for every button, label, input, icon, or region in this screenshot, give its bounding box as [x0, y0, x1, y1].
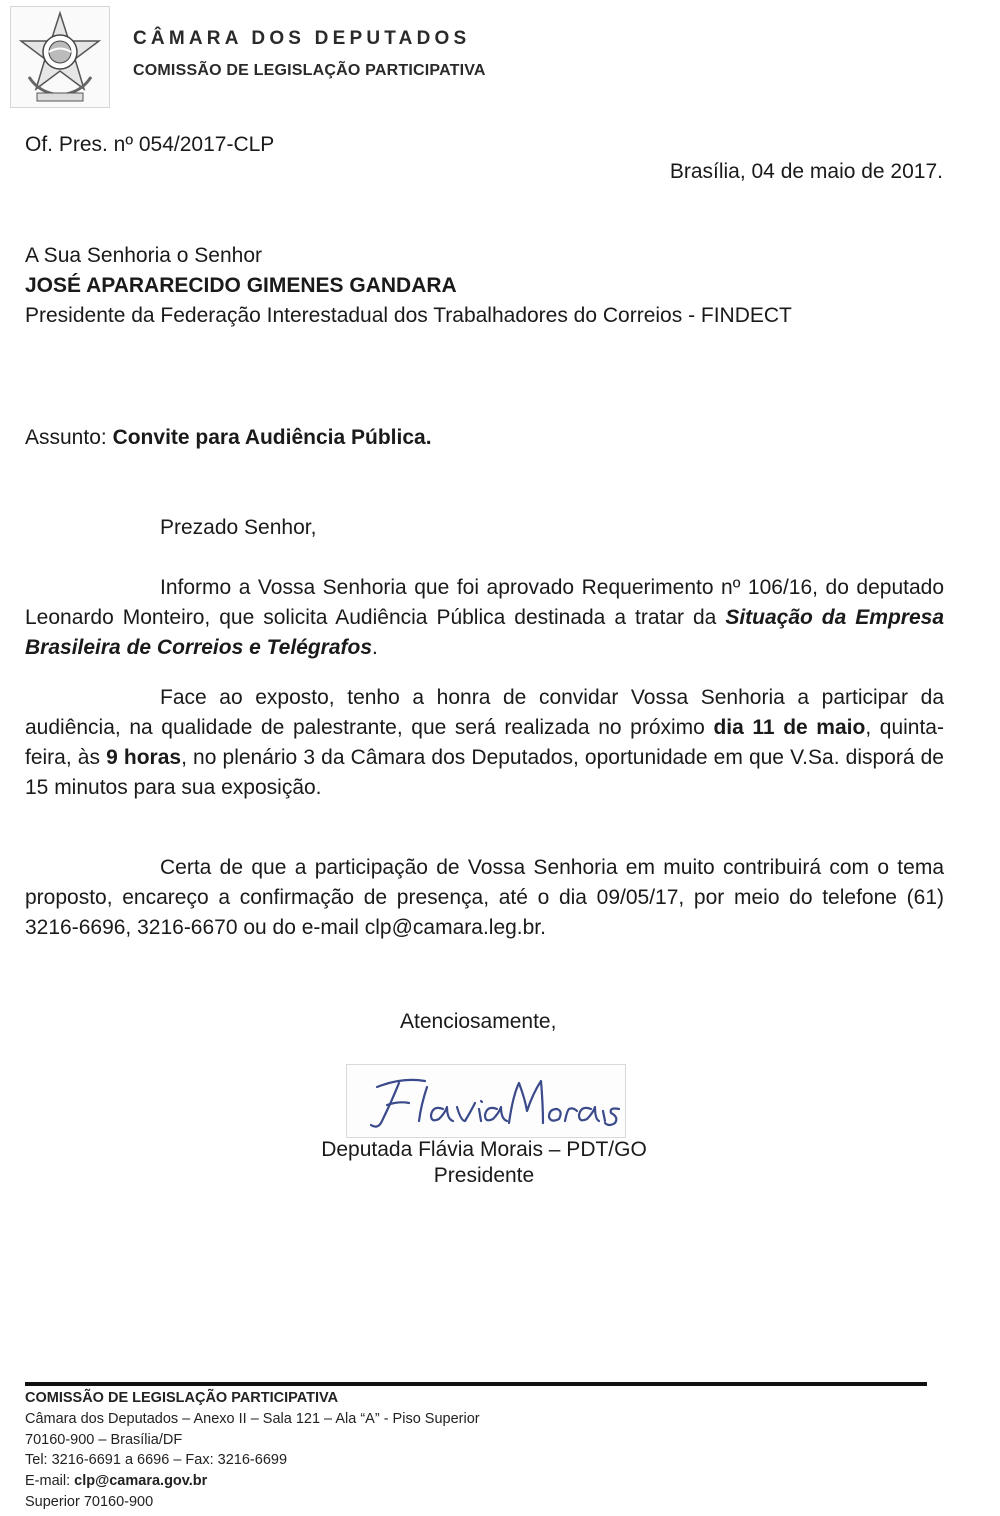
- closing: Atenciosamente,: [400, 1010, 557, 1033]
- paragraph-2-day: dia 11 de maio: [713, 716, 866, 739]
- footer: [25, 1388, 480, 1513]
- subject-label: Assunto:: [25, 426, 113, 449]
- paragraph-2: [25, 683, 944, 803]
- footer-phone: Tel: 3216-6691 a 6696 – Fax: 3216-6699: [25, 1452, 288, 1469]
- paragraph-1-text: Informo a Vossa Senhoria que foi aprovado Requerimento nº 106/16, do deputado Leonardo Monteiro, que solicita Audiência Pública destinada a tratar da: [25, 576, 944, 629]
- footer-email-label: E-mail:: [25, 1473, 75, 1490]
- recipient-salutation: A Sua Senhoria o Senhor: [25, 244, 263, 267]
- footer-address: Câmara dos Deputados – Anexo II – Sala 121 – Ala “A” - Piso Superior: [25, 1410, 480, 1427]
- footer-heading: COMISSÃO DE LEGISLAÇÃO PARTICIPATIVA: [25, 1390, 339, 1406]
- recipient-title: Presidente da Federação Interestadual dos Trabalhadores do Correios - FINDECT: [25, 304, 792, 327]
- paragraph-2-part3: , no plenário 3 da Câmara dos Deputados, oportunidade em que V.Sa. disporá de 15 minutos para sua exposição.: [25, 746, 944, 799]
- handwritten-signature: [346, 1064, 626, 1138]
- place-date: Brasília, 04 de maio de 2017.: [669, 160, 943, 183]
- subject-line: [25, 423, 432, 453]
- coat-of-arms-emblem: [10, 6, 110, 108]
- paragraph-2-hour: 9 horas: [106, 746, 182, 769]
- paragraph-1-end: .: [372, 636, 378, 659]
- footer-email: clp@camara.gov.br: [74, 1473, 208, 1490]
- chamber-title: CÂMARA DOS DEPUTADOS: [133, 28, 471, 49]
- footer-extra: Superior 70160-900: [25, 1493, 154, 1510]
- recipient-block: [25, 241, 792, 331]
- letter-reference: Of. Pres. nº 054/2017-CLP: [25, 133, 275, 156]
- footer-email-line: [25, 1471, 480, 1492]
- paragraph-2-part2: , quinta-feira, às: [25, 716, 944, 769]
- signer-name: Deputada Flávia Morais – PDT/GO: [321, 1138, 647, 1161]
- subject-text: Convite para Audiência Pública.: [112, 426, 432, 449]
- greeting: Prezado Senhor,: [160, 516, 317, 539]
- paragraph-1: [25, 573, 944, 663]
- recipient-name: JOSÉ APARARECIDO GIMENES GANDARA: [25, 274, 457, 297]
- paragraph-3: Certa de que a participação de Vossa Senhoria em muito contribuirá com o tema proposto, encareço a confirmação de presença, até o dia 09/05/17, por meio do telefone (61) 3216-6696, 3216-6670 ou do e-mail clp@camara.leg.br.: [25, 856, 944, 939]
- footer-divider: [25, 1382, 927, 1386]
- committee-title: COMISSÃO DE LEGISLAÇÃO PARTICIPATIVA: [133, 62, 486, 79]
- signer-role: Presidente: [433, 1164, 535, 1187]
- paragraph-2-part1: Face ao exposto, tenho a honra de convidar Vossa Senhoria a participar da audiência, na qualidade de palestrante, que será realizada no próximo: [25, 686, 944, 739]
- paragraph-1-emphasis: Situação da Empresa Brasileira de Correios e Telégrafos: [25, 606, 945, 659]
- footer-postal: 70160-900 – Brasília/DF: [25, 1431, 183, 1448]
